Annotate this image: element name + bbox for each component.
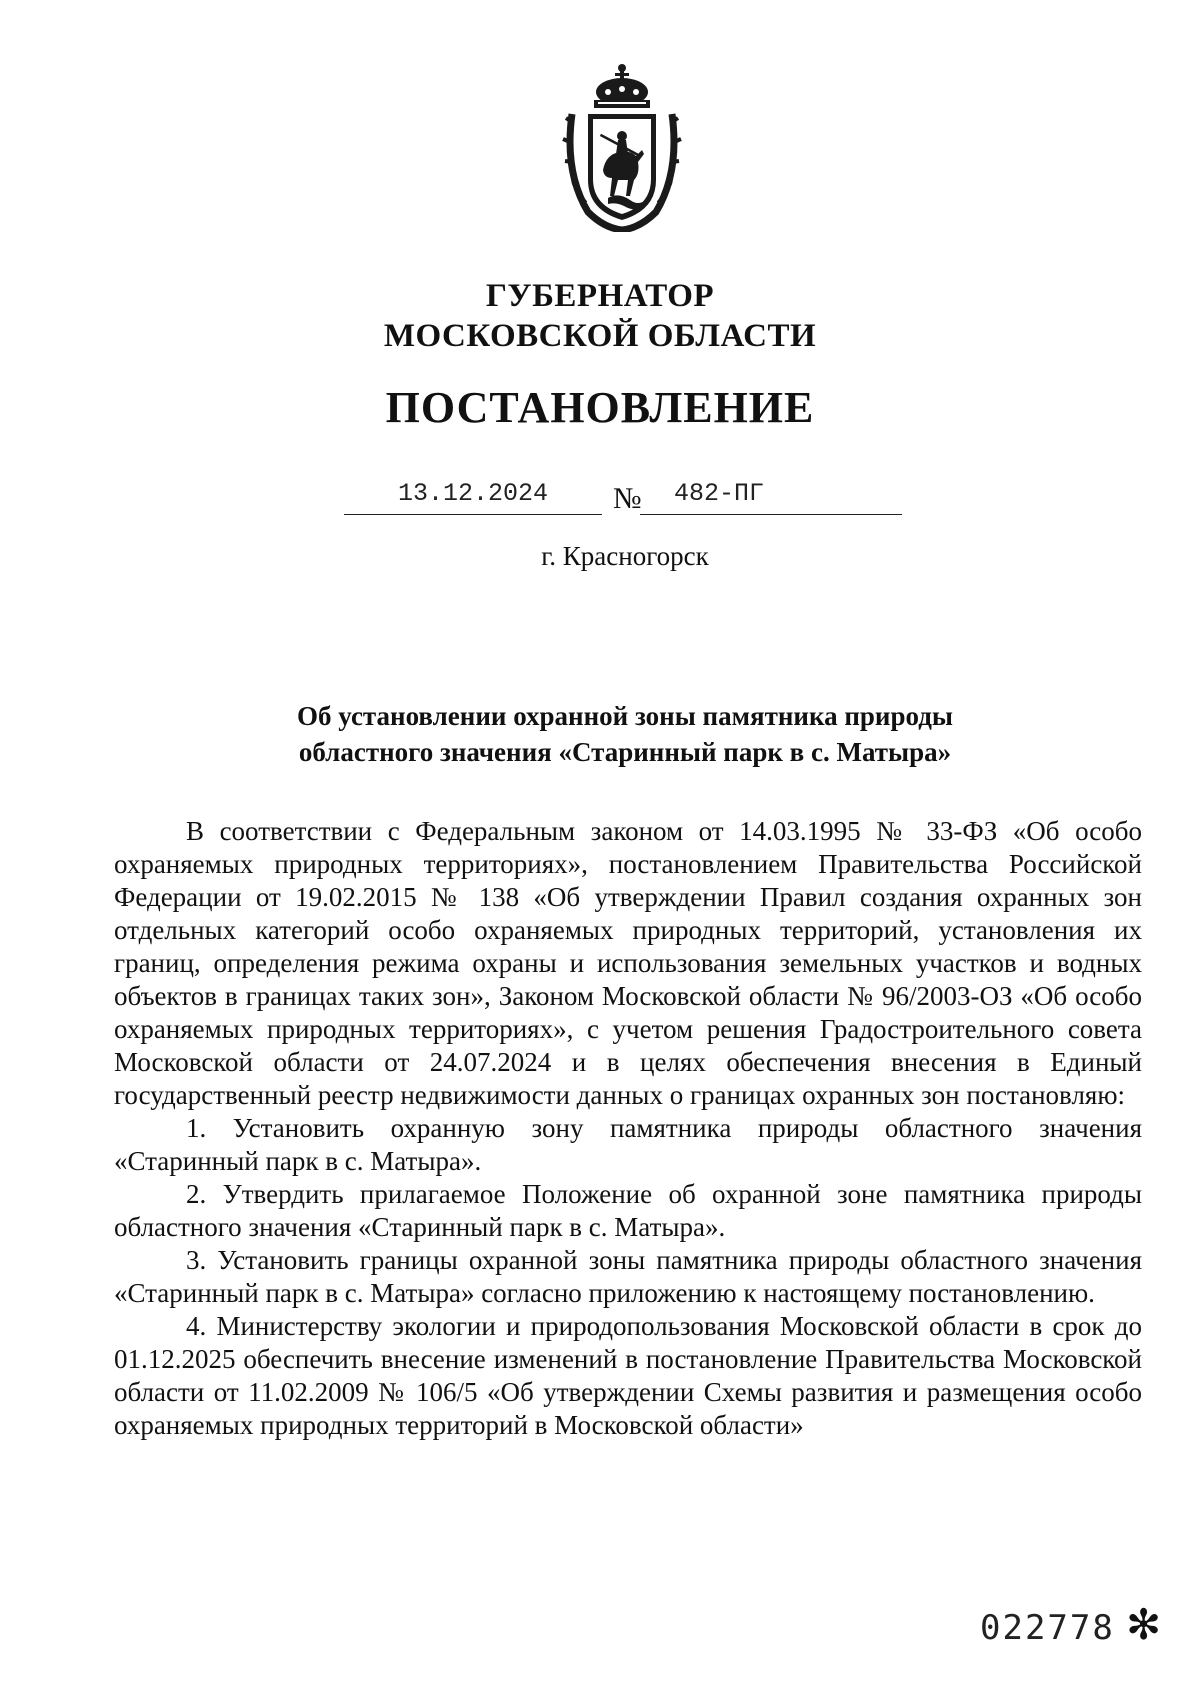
number-field: [640, 476, 902, 515]
item-2-paragraph: 2. Утвердить прилагаемое Положение об охранной зоне памятника природы областного значения «Старинный парк в с. Матыра».: [114, 1179, 1142, 1242]
authority-line-2: МОСКОВСКОЙ ОБЛАСТИ: [383, 318, 817, 354]
item-3-paragraph: 3. Установить границы охранной зоны памятника природы областного значения «Старинный парк в с. Матыра» согласно приложению к настоящему постановлению.: [114, 1245, 1142, 1308]
document-subject: [0, 698, 1200, 770]
item-1-paragraph: 1. Установить охранную зону памятника природы областного значения «Старинный парк в с. Матыра».: [114, 1113, 1142, 1176]
subject-line-1: Об установлении охранной зоны памятника природы: [297, 701, 953, 731]
document-body: [114, 815, 1142, 1442]
preamble-paragraph: В соответствии с Федеральным законом от 14.03.1995 № 33-ФЗ «Об особо охраняемых природных территориях», постановлением Правительства Российской Федерации от 19.02.2015 № 138 «Об утверждении Правил создания охранных зон отдельных категорий особо охраняемых природных территорий, установления их границ, определения режима охраны и использования земельных участков и водных объектов в границах таких зон», Законом Московской области № 96/2003-ОЗ «Об особо охраняемых природных территориях», с учетом решения Градостроительного совета Московской области от 24.07.2024 и в целях обеспечения внесения в Единый государственный реестр недвижимости данных о границах охранных зон постановляю:: [114, 816, 1142, 1110]
item-4-paragraph: 4. Министерству экологии и природопользования Московской области в срок до 01.12.2025 обеспечить внесение изменений в постановление Правительства Московской области от 11.02.2009 № 106/5 «Об утверждении Схемы развития и размещения особо охраняемых природных территорий в Московской области»: [114, 1311, 1142, 1440]
authority-line-1: ГУБЕРНАТОР: [485, 278, 715, 314]
document-type: ПОСТАНОВЛЕНИЕ: [385, 383, 815, 432]
number-sign: №: [613, 482, 642, 515]
document-date: 13.12.2024: [397, 479, 549, 508]
serial-number: 022778: [980, 1608, 1115, 1648]
date-field: [344, 476, 602, 515]
document-number: 482-ПГ: [674, 479, 765, 508]
subject-line-2: областного значения «Старинный парк в с. Матыра»: [298, 737, 952, 767]
asterisk-mark-icon: ✻: [1126, 1600, 1162, 1649]
city: г. Красногорск: [541, 541, 709, 571]
authority-title: [0, 276, 1200, 356]
moscow-oblast-coat-of-arms-icon: [558, 62, 686, 232]
